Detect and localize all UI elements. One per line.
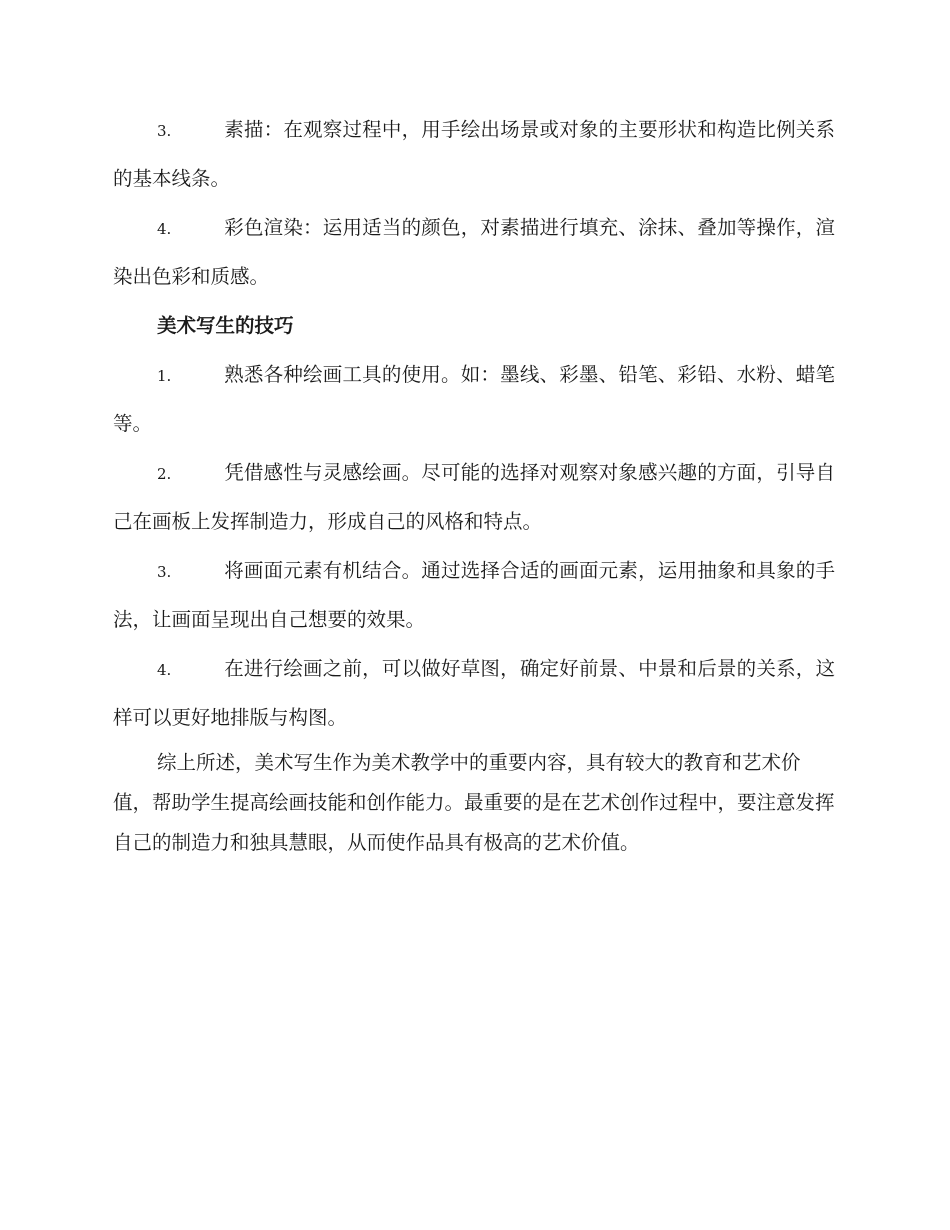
document-page [113,106,835,863]
list-text: 熟悉各种绘画工具的使用。如：墨线、彩墨、铅笔、彩铅、水粉、蜡笔等。 [113,363,835,435]
list-text: 素描：在观察过程中，用手绘出场景或对象的主要形状和构造比例关系的基本线条。 [113,118,835,190]
list-text: 将画面元素有机结合。通过选择合适的画面元素，运用抽象和具象的手法，让画面呈现出自己想要的效果。 [113,559,835,631]
list-text: 彩色渲染：运用适当的颜色，对素描进行填充、涂抹、叠加等操作，渲染出色彩和质感。 [113,216,835,288]
list-number: 3. [157,563,172,581]
step-item-3 [113,106,835,202]
list-number: 3. [157,122,172,140]
technique-item-4 [113,645,835,741]
list-text: 凭借感性与灵感绘画。尽可能的选择对观察对象感兴趣的方面，引导自己在画板上发挥制造力，形成自己的风格和特点。 [113,461,835,533]
technique-item-2 [113,449,835,545]
list-text: 在进行绘画之前，可以做好草图，确定好前景、中景和后景的关系，这样可以更好地排版与构图。 [113,657,835,729]
step-item-4 [113,204,835,300]
list-number: 1. [157,367,172,385]
list-number: 4. [157,661,172,679]
technique-item-3 [113,547,835,643]
summary-paragraph: 综上所述，美术写生作为美术教学中的重要内容，具有较大的教育和艺术价值，帮助学生提高绘画技能和创作能力。最重要的是在艺术创作过程中，要注意发挥自己的制造力和独具慧眼，从而使作品具有极高的艺术价值。 [113,751,835,854]
list-number: 4. [157,220,172,238]
technique-item-1 [113,351,835,447]
section-heading: 美术写生的技巧 [157,314,294,337]
list-number: 2. [157,465,172,483]
